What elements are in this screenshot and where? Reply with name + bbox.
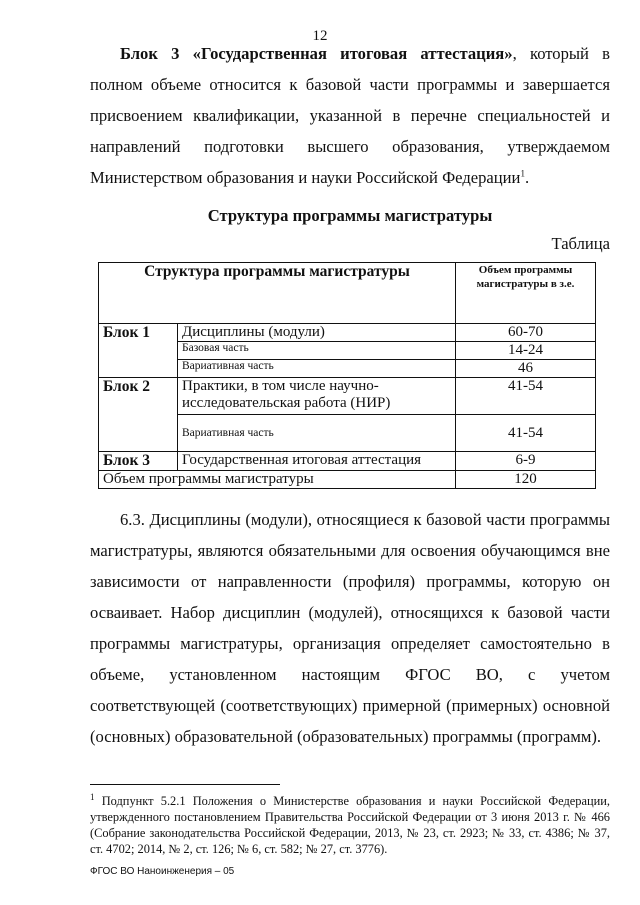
row-value: 60-70	[456, 324, 596, 342]
table-total-row	[99, 471, 596, 489]
intro-text: , который в полном объеме относится к базовой части программы и завершается присвоением квалификации, указанной в перечне специальностей и направлений подготовки высшего образования, утверждаемом Министерством образования и науки Российской Федерации	[90, 44, 610, 187]
footnote-mark: 1	[90, 791, 95, 802]
total-value: 120	[456, 471, 596, 489]
block-label: Блок 2	[99, 378, 178, 452]
intro-end: .	[524, 168, 530, 187]
row-value: 41-54	[456, 415, 596, 452]
table-row	[99, 452, 596, 471]
table-row	[99, 378, 596, 415]
table-header-row	[99, 263, 596, 324]
block-label: Блок 1	[99, 324, 178, 378]
row-value: 14-24	[456, 342, 596, 360]
intro-paragraph	[90, 38, 610, 193]
footnote	[90, 793, 610, 857]
table-label: Таблица	[551, 234, 610, 253]
row-name: Практики, в том числе научно-исследовательская работа (НИР)	[178, 378, 456, 415]
table-row	[99, 324, 596, 342]
header-volume: Объем программы магистратуры в з.е.	[456, 263, 596, 324]
program-structure-table	[98, 262, 596, 489]
page-number: 12	[312, 28, 328, 44]
block-label: Блок 3	[99, 452, 178, 471]
row-value: 46	[456, 360, 596, 378]
block3-lead: Блок 3 «Государственная итоговая аттестация»	[120, 44, 513, 63]
footnote-text: Подпункт 5.2.1 Положения о Министерстве образования и науки Российской Федерации, утвержденного постановлением Правительства Российской Федерации от 3 июня 2013 г. № 466 (Собрание законодательства Российской Федерации, 2013, № 23, ст. 2923; № 33, ст. 4386; № 37, ст. 4702; 2014, № 2, ст. 126; № 6, ст. 582; № 27, ст. 3776).	[90, 794, 610, 856]
header-structure: Структура программы магистратуры	[99, 263, 456, 324]
row-name: Дисциплины (модули)	[178, 324, 456, 342]
row-name: Вариативная часть	[178, 415, 456, 452]
row-value: 6-9	[456, 452, 596, 471]
row-value: 41-54	[456, 378, 596, 415]
row-name: Государственная итоговая аттестация	[178, 452, 456, 471]
total-label: Объем программы магистратуры	[99, 471, 456, 489]
row-name: Вариативная часть	[178, 360, 456, 378]
footnote-ref[interactable]: 1	[520, 168, 525, 179]
footer-code: ФГОС ВО Наноинженерия – 05	[90, 866, 235, 877]
row-name: Базовая часть	[178, 342, 456, 360]
paragraph-6-3	[90, 504, 610, 752]
table-title: Структура программы магистратуры	[207, 206, 493, 225]
footnote-divider	[90, 784, 280, 785]
paragraph-6-3-text: 6.3. Дисциплины (модули), относящиеся к базовой части программы магистратуры, являются обязательными для освоения обучающимся вне зависимости от направленности (профиля) программы, которую он осваивает. Набор дисциплин (модулей), относящихся к базовой части программы магистратуры, организация определяет самостоятельно в объеме, установленном настоящим ФГОС ВО, с учетом соответствующей (соответствующих) примерной (примерных) основной (основных) образовательной (образовательных) программы (программ).	[90, 510, 610, 746]
